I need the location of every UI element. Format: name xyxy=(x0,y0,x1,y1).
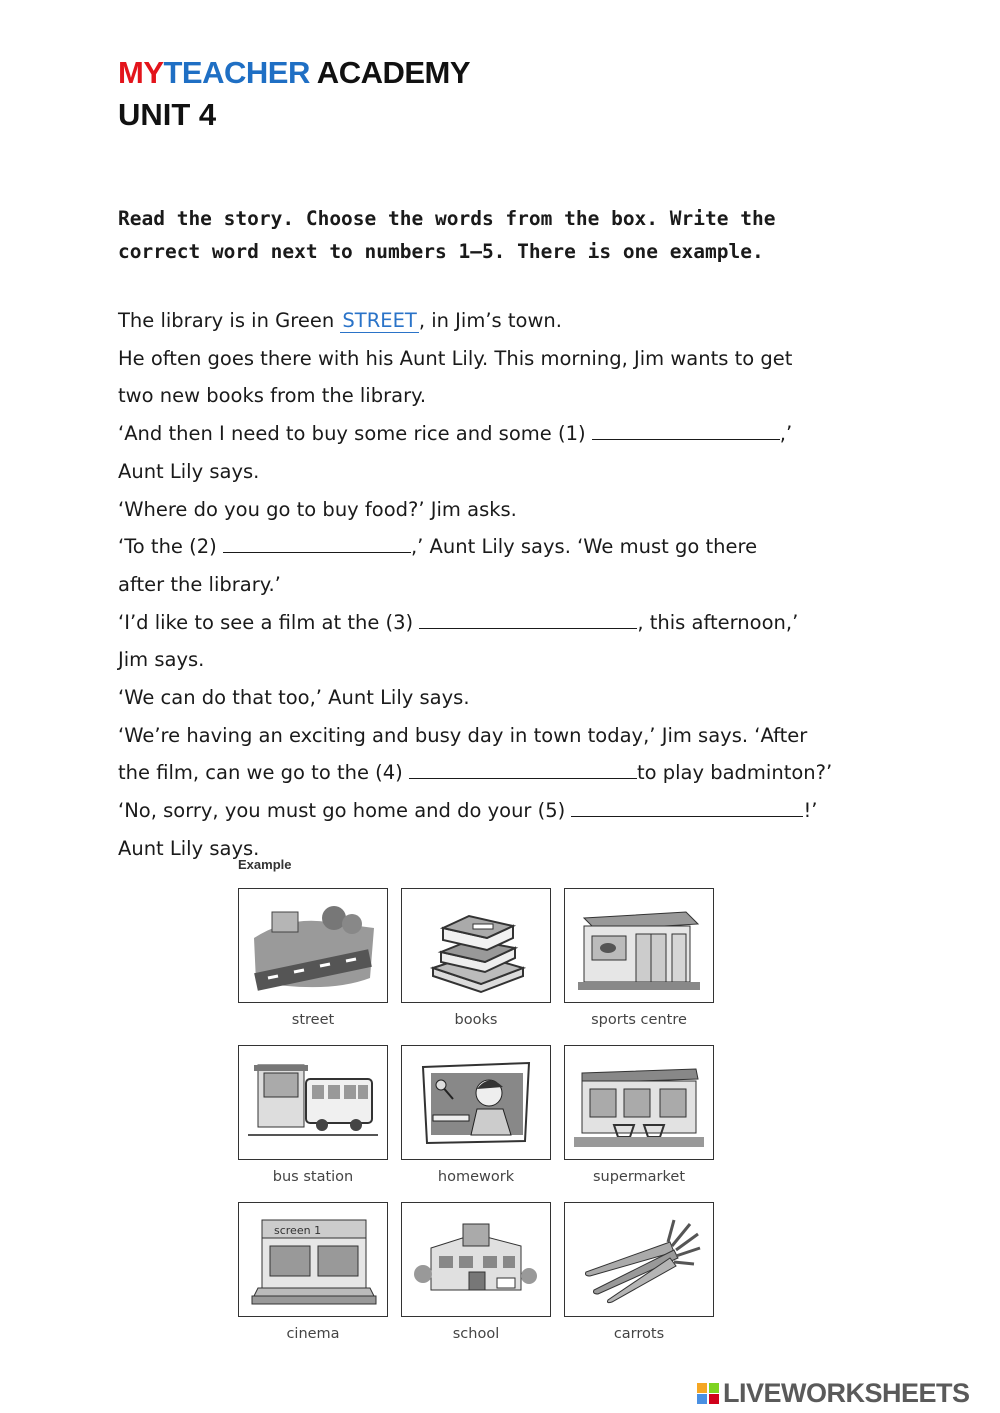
story-line: ‘We’re having an exciting and busy day in town today,’ Jim says. ‘After xyxy=(118,723,808,747)
liveworksheets-cubes-icon xyxy=(697,1381,721,1405)
example-answer: STREET xyxy=(342,309,417,332)
story-text-segment: ,’ Aunt Lily says. ‘We must go there xyxy=(410,535,758,559)
picture-card-homework xyxy=(401,1045,551,1185)
brand-title xyxy=(118,54,470,92)
homework-icon xyxy=(411,1055,541,1151)
bus-station-icon xyxy=(248,1055,378,1151)
brand-my: MY xyxy=(118,55,164,90)
story-line xyxy=(118,604,918,642)
picture-label: carrots xyxy=(613,1326,665,1342)
story-line xyxy=(118,415,918,453)
picture-label: homework xyxy=(437,1169,515,1185)
picture-card-street xyxy=(238,888,388,1028)
story-text-segment: The library is in Green xyxy=(118,309,341,332)
picture-card-cinema xyxy=(238,1202,388,1342)
story-text-segment: !’ xyxy=(803,799,818,823)
story-line: Aunt Lily says. xyxy=(118,836,260,860)
story-line xyxy=(118,302,918,340)
instructions xyxy=(118,202,858,268)
sports-centre-icon xyxy=(574,898,704,994)
school-icon xyxy=(411,1212,541,1308)
carrots-icon xyxy=(574,1212,704,1308)
instructions-line-1: Read the story. Choose the words from the box. Write the xyxy=(118,207,776,230)
brand-academy: ACADEMY xyxy=(309,55,471,90)
story-line xyxy=(118,754,918,792)
picture-card-books xyxy=(401,888,551,1028)
picture-card-sports-centre xyxy=(564,888,714,1028)
story-line: Jim says. xyxy=(118,648,205,672)
story-text-segment: ‘No, sorry, you must go home and do your (5) xyxy=(118,799,572,823)
supermarket-icon xyxy=(574,1055,704,1151)
story-line: He often goes there with his Aunt Lily. This morning, Jim wants to get xyxy=(118,346,793,370)
picture-label: supermarket xyxy=(592,1169,686,1185)
story-line: ‘We can do that too,’ Aunt Lily says. xyxy=(118,686,470,710)
story-text-segment: , in Jim’s town. xyxy=(418,309,562,332)
picture-label: sports centre xyxy=(591,1012,687,1028)
story-line xyxy=(118,792,918,830)
liveworksheets-logo[interactable] xyxy=(697,1376,970,1410)
answer-blank-5[interactable] xyxy=(571,796,803,817)
story-text-segment: to play badminton?’ xyxy=(636,761,833,785)
story-line: Aunt Lily says. xyxy=(118,459,260,483)
picture-label: cinema xyxy=(286,1326,340,1342)
svg-text:screen 1: screen 1 xyxy=(274,1223,322,1237)
story-line: ‘Where do you go to buy food?’ Jim asks. xyxy=(118,497,517,521)
story-text-segment: , this afternoon,’ xyxy=(637,610,799,634)
example-label: Example xyxy=(238,857,292,872)
picture-card-supermarket xyxy=(564,1045,714,1185)
story-text xyxy=(118,302,918,868)
answer-blank-3[interactable] xyxy=(419,608,637,629)
picture-label: books xyxy=(454,1012,498,1028)
story-line: two new books from the library. xyxy=(118,384,427,408)
story-line: after the library.’ xyxy=(118,572,281,596)
answer-blank-2[interactable] xyxy=(223,532,411,553)
picture-card-carrots xyxy=(564,1202,714,1342)
brand-teacher: TEACHER xyxy=(163,55,310,90)
picture-label: street xyxy=(291,1012,335,1028)
story-text-segment: ‘I’d like to see a film at the (3) xyxy=(118,610,420,634)
story-text-segment: the film, can we go to the (4) xyxy=(118,761,409,785)
picture-label: school xyxy=(452,1326,500,1342)
picture-label: bus station xyxy=(272,1169,354,1185)
street-icon xyxy=(248,898,378,994)
answer-blank-4[interactable] xyxy=(409,758,637,779)
story-text-segment: ,’ xyxy=(779,422,793,446)
story-text-segment: ‘To the (2) xyxy=(118,535,223,559)
instructions-line-2: correct word next to numbers 1–5. There is one example. xyxy=(118,240,764,263)
unit-title: UNIT 4 xyxy=(118,97,217,132)
liveworksheets-logo-text: LIVEWORKSHEETS xyxy=(723,1377,970,1408)
story-line xyxy=(118,528,918,566)
picture-card-school xyxy=(401,1202,551,1342)
picture-card-bus-station xyxy=(238,1045,388,1185)
books-icon xyxy=(411,898,541,994)
story-text-segment: ‘And then I need to buy some rice and some (1) xyxy=(118,422,592,446)
answer-blank-1[interactable] xyxy=(592,419,780,440)
cinema-icon xyxy=(248,1212,378,1308)
